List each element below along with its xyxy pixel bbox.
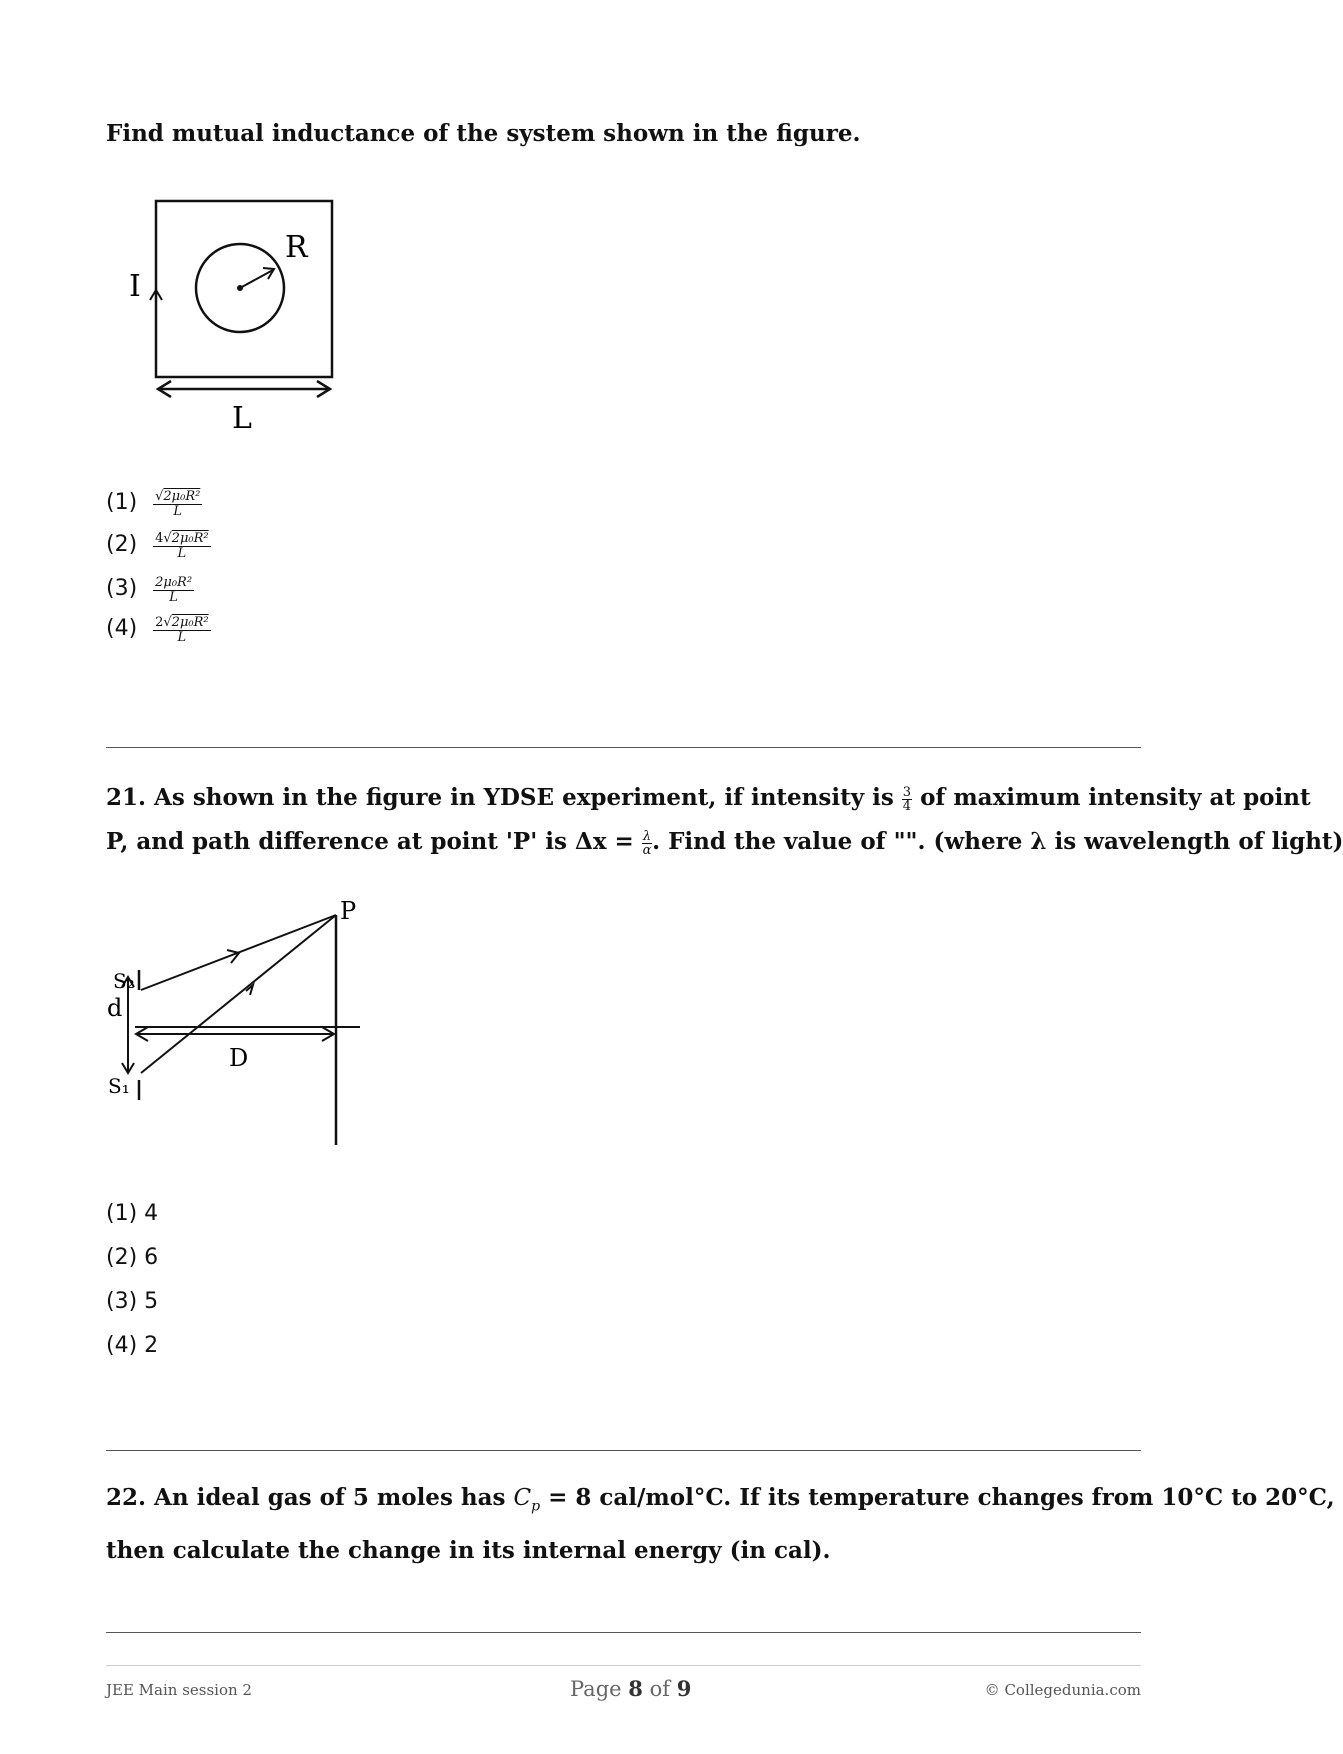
divider — [106, 1632, 1141, 1633]
option-fraction: $\frac{\text{√2μ₀R²}}{L}$ — [155, 489, 201, 519]
q20-option-3[interactable] — [106, 576, 194, 605]
q22-line-2: then calculate the change in its internal energy (in cal). — [106, 1536, 831, 1564]
q20-figure — [125, 190, 355, 440]
q21-option-4[interactable]: (4) 2 — [106, 1333, 159, 1358]
q21-option-2[interactable]: (2) 6 — [106, 1245, 159, 1270]
q21-line-1: 21. As shown in the figure in YDSE experiment, if intensity is $\frac{3}{4}$ of maximum intensity at point — [106, 784, 1311, 814]
label-I: I — [129, 269, 141, 304]
q20-option-4[interactable] — [106, 616, 211, 645]
label-d: d — [107, 994, 123, 1022]
label-P: P — [340, 897, 357, 925]
label-L: L — [232, 401, 252, 436]
q20-option-1[interactable] — [106, 490, 202, 519]
q20-question: Find mutual inductance of the system shown in the figure. — [106, 120, 861, 147]
q21-figure — [100, 895, 380, 1155]
q22-line-1: 22. An ideal gas of 5 moles has $C_p = 8$ cal/mol°C. If its temperature changes from 10°C to 20°C, — [106, 1484, 1335, 1515]
label-S1: S₁ — [108, 1074, 130, 1098]
label-S2: S₂ — [113, 969, 135, 993]
option-number: (3) — [106, 576, 138, 601]
q21-option-1[interactable]: (1) 4 — [106, 1201, 159, 1226]
q21-option-3[interactable]: (3) 5 — [106, 1289, 159, 1314]
square-loop — [156, 201, 332, 377]
option-number: (1) — [106, 490, 138, 515]
q21-question — [106, 776, 1343, 864]
footer-divider — [106, 1665, 1141, 1666]
q22-question — [106, 1476, 1335, 1573]
label-R: R — [285, 230, 308, 265]
option-fraction: $\frac{\text{4√2μ₀R²}}{L}$ — [155, 531, 209, 561]
footer-left: JEE Main session 2 — [106, 1681, 252, 1699]
label-D: D — [229, 1044, 249, 1072]
option-number: (2) — [106, 532, 138, 557]
q20-option-2[interactable] — [106, 532, 211, 561]
option-fraction: $\frac{\text{2√2μ₀R²}}{L}$ — [155, 615, 209, 645]
divider — [106, 1450, 1141, 1451]
page-number: Page 8 of 9 — [570, 1676, 692, 1701]
footer-right: © Collegedunia.com — [984, 1681, 1141, 1699]
divider — [106, 747, 1141, 748]
option-fraction: $\frac{\text{2μ₀R²}}{L}$ — [155, 575, 193, 605]
q21-line-2: P, and path difference at point 'P' is Δx = $\frac{\lambda}{\alpha}$ . Find the value of "". (where λ is wavelength of light) — [106, 828, 1343, 858]
option-number: (4) — [106, 616, 138, 641]
